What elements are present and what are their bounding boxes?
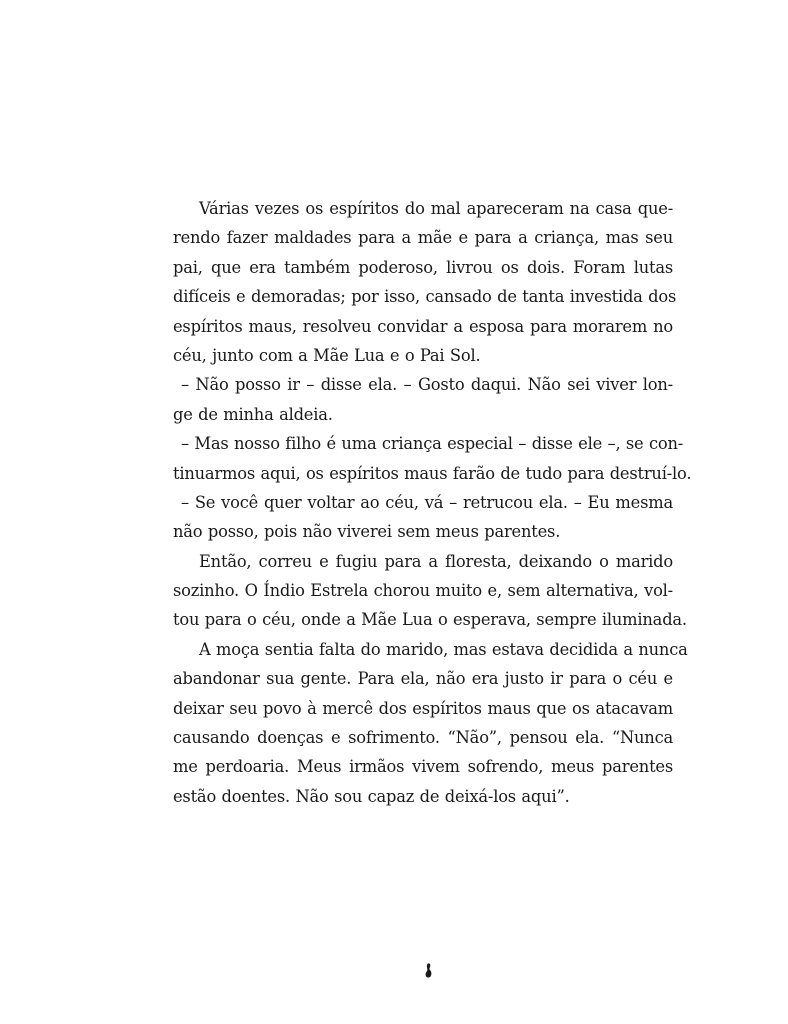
text-line: sozinho. O Índio Estrela chorou muito e, sem alternativa, vol- [173,581,673,601]
text-line: não posso, pois não viverei sem meus parentes. [173,522,561,542]
text-line: deixar seu povo à mercê dos espíritos maus que os atacavam [173,698,673,718]
page-ornament-shape [426,963,432,977]
text-line: Então, correu e fugiu para a floresta, deixando o marido [199,551,673,571]
text-line: rendo fazer maldades para a mãe e para a criança, mas seu [173,228,673,248]
text-line: abandonar sua gente. Para ela, não era justo ir para o céu e [173,669,673,689]
text-line: tou para o céu, onde a Mãe Lua o esperava, sempre iluminada. [173,610,687,630]
text-line: difíceis e demoradas; por isso, cansado de tanta investida dos [173,287,677,307]
text-line: céu, junto com a Mãe Lua e o Pai Sol. [173,345,481,365]
text-line: causando doenças e sofrimento. “Não”, pensou ela. “Nunca [173,728,673,748]
text-line: A moça sentia falta do marido, mas estava decidida a nunca [199,639,688,659]
text-line: me perdoaria. Meus irmãos vivem sofrendo, meus parentes [173,757,673,777]
text-line: – Mas nosso filho é uma criança especial – disse ele –, se con- [181,434,684,454]
text-line: tinuarmos aqui, os espíritos maus farão de tudo para destruí-lo. [173,463,692,483]
story-text [173,194,692,811]
text-line: estão doentes. Não sou capaz de deixá-los aqui”. [173,786,570,806]
text-line: Várias vezes os espíritos do mal apareceram na casa que- [199,199,673,218]
text-line: espíritos maus, resolveu convidar a esposa para morarem no [173,316,673,336]
text-line: ge de minha aldeia. [173,404,333,424]
text-line: – Se você quer voltar ao céu, vá – retrucou ela. – Eu mesma [181,492,673,512]
page-ornament-icon [425,963,432,978]
text-line: – Não posso ir – disse ela. – Gosto daqui. Não sei viver lon- [181,375,673,395]
text-line: pai, que era também poderoso, livrou os dois. Foram lutas [173,257,673,277]
